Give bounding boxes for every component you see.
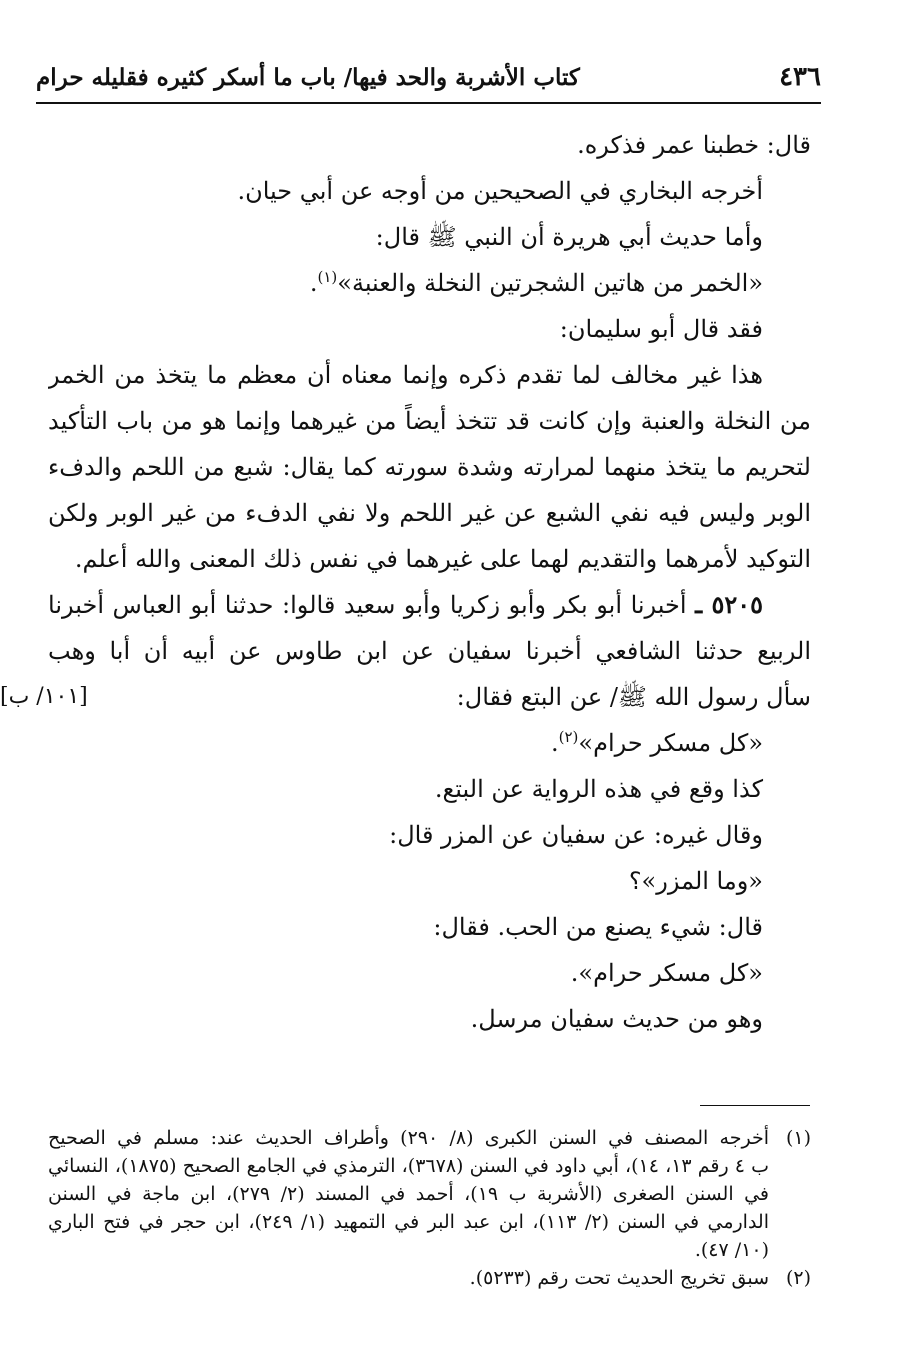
text-segment: سأل رسول الله ﷺ/ عن البتع فقال: [456,683,811,711]
footnote-divider [700,1105,810,1106]
text-line: التوكيد لأمرهما والتقديم لهما على غيرهما في نفس ذلك المعنى والله أعلم. [74,545,811,573]
text-line: هذا غير مخالف لما تقدم ذكره وإنما معناه أن معظم ما يتخذ من الخمر [48,361,763,389]
text-line: كذا وقع في هذه الرواية عن البتع. [434,775,763,803]
footnote-1-line [48,1124,811,1152]
text-line [0,674,811,720]
text-line: «كل مسكر حرام». [570,959,763,987]
footnote-text: سبق تخريج الحديث تحت رقم (٥٢٣٣). [469,1267,769,1289]
text-line: قال: شيء يصنع من الحب. فقال: [433,913,763,941]
hadith-quote-line [48,720,811,766]
hadith-quote-line [48,260,811,306]
footnote-1-line: الدارمي في السنن (٢/ ١١٣)، ابن عبد البر في التمهيد (١/ ٢٤٩)، ابن حجر في فتح الباري [48,1211,769,1233]
text-line: وقال غيره: عن سفيان عن المزر قال: [389,821,763,849]
page-number: ٤٣٦ [779,62,821,92]
text-line: قال: خطبنا عمر فذكره. [577,131,811,159]
text-line: وأما حديث أبي هريرة أن النبي ﷺ قال: [375,223,763,251]
footnote-2-line [48,1264,811,1292]
footnote-number: (٢) [785,1267,811,1289]
running-title: كتاب الأشربة والحد فيها/ باب ما أسكر كثيره فقليله حرام [36,64,580,91]
hadith-isnad: أخبرنا أبو بكر وأبو زكريا وأبو سعيد قالوا: حدثنا أبو العباس أخبرنا [48,591,687,619]
footnote-ref: (١) [317,268,338,286]
footnote-1-line: ب ٤ رقم ١٣، ١٤)، أبي داود في السنن (٣٦٧٨)، الترمذي في الجامع الصحيح (١٨٧٥)، النسائي [48,1155,770,1177]
text-line: فقد قال أبو سليمان: [559,315,763,343]
hadith-quote: «الخمر من هاتين الشجرتين النخلة والعنبة» [337,269,763,297]
text-line: الربيع حدثنا الشافعي أخبرنا سفيان عن ابن طاوس عن أبيه أن أبا وهب [48,637,811,665]
text-line: لتحريم ما يتخذ منهما لمرارته وشدة سورته كما يقال: شبع من اللحم والدفء [48,453,811,481]
text-line: الوبر وليس فيه نفي الشبع عن غير اللحم ولا نفي الدفء من غير الوبر ولكن [48,499,811,527]
footnotes [48,1124,811,1292]
text-line: «وما المزر»؟ [628,867,763,895]
text-line: وهو من حديث سفيان مرسل. [470,1005,763,1033]
footnote-text: أخرجه المصنف في السنن الكبرى (٨/ ٢٩٠) وأطراف الحديث عند: مسلم في الصحيح [48,1127,769,1149]
text-line: أخرجه البخاري في الصحيحين من أوجه عن أبي حيان. [237,177,763,205]
period: . [550,729,559,757]
footnote-1-line: (١٠/ ٤٧). [694,1239,769,1261]
footnote-ref: (٢) [558,728,579,746]
text-line: من النخلة والعنبة وإن كانت قد تتخذ أيضاً من غيرهما وإنما هو من باب التأكيد [48,407,811,435]
hadith-number: ٥٢٠٥ ـ [695,590,763,619]
page-header [36,58,821,104]
hadith-quote: «كل مسكر حرام» [578,729,763,757]
footnote-number: (١) [785,1127,811,1149]
manuscript-folio-note: [١٠١/ ب] [0,684,88,709]
footnote-1-line: في السنن الصغرى (الأشربة ب ١٩)، أحمد في المسند (٢/ ٢٧٩)، ابن ماجة في السنن [48,1183,769,1205]
hadith-line [48,582,811,628]
main-text [0,122,811,1042]
period: . [309,269,318,297]
